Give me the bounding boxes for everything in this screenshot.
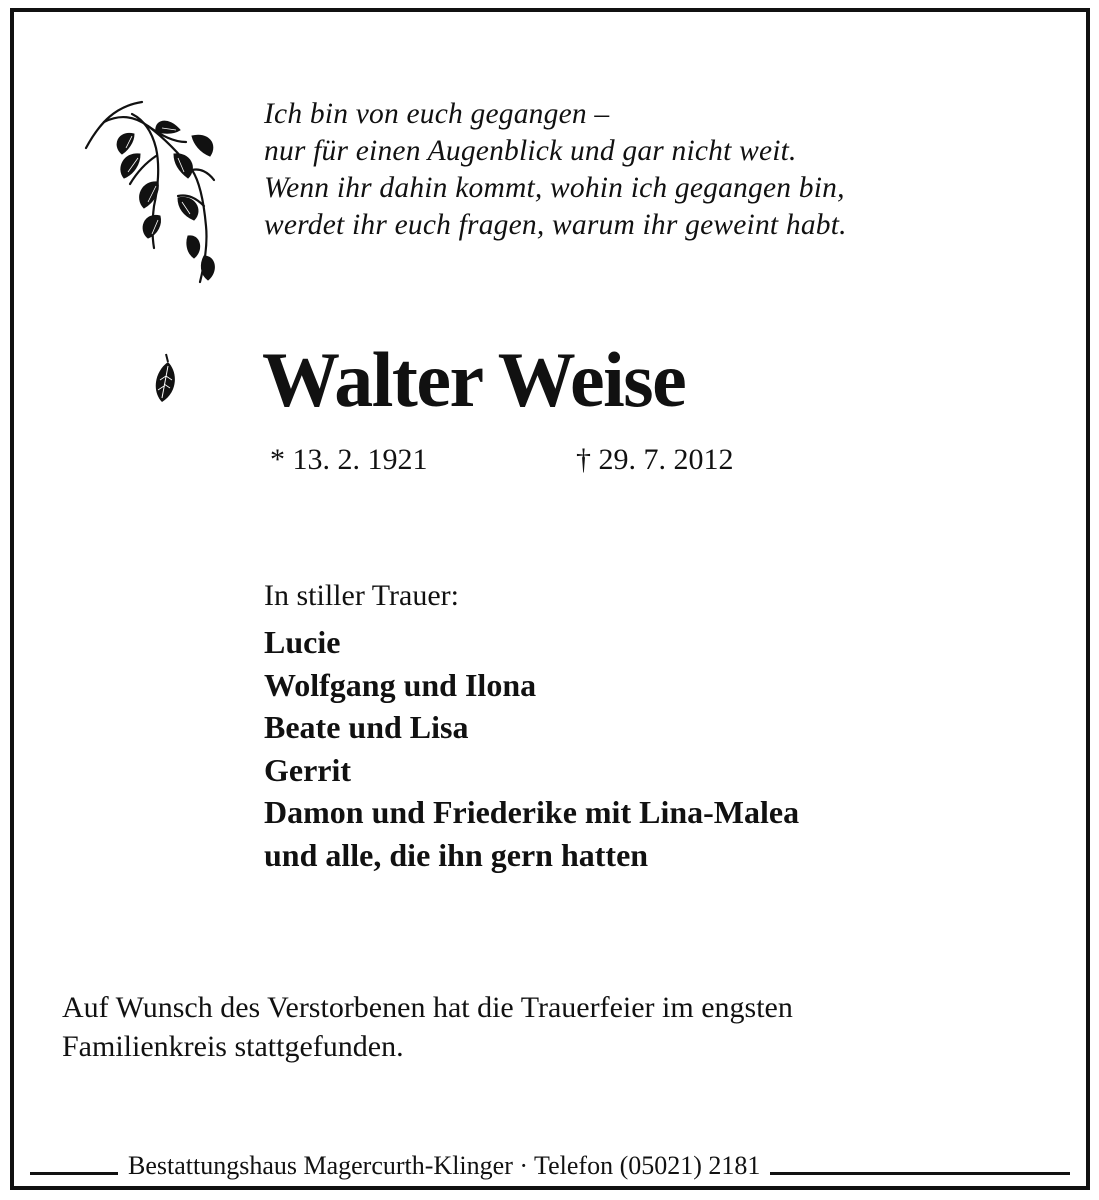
mourner-entry: Gerrit bbox=[264, 751, 352, 788]
mourners-list bbox=[264, 621, 799, 876]
mourner-entry: und alle, die ihn gern hatten bbox=[264, 836, 649, 873]
birth-date: * 13. 2. 1921 bbox=[270, 443, 428, 476]
deceased-name: Walter Weise bbox=[262, 336, 686, 423]
poem-line: nur für einen Augenblick und gar nicht weit. bbox=[264, 135, 797, 167]
death-date: † 29. 7. 2012 bbox=[576, 443, 734, 476]
funeral-note-line: Familienkreis stattgefunden. bbox=[62, 1030, 404, 1063]
mourner-entry: Damon und Friederike mit Lina-Malea bbox=[264, 794, 800, 830]
funeral-home-footer: Bestattungshaus Magercurth-Klinger · Telefon (05021) 2181 bbox=[118, 1150, 770, 1182]
poem-line: werdet ihr euch fragen, warum ihr geweint habt. bbox=[264, 209, 847, 241]
birch-branch-icon bbox=[82, 96, 222, 296]
funeral-note bbox=[62, 988, 793, 1066]
poem-line: Wenn ihr dahin kommt, wohin ich gegangen bin, bbox=[264, 172, 845, 204]
mourner-entry: Beate und Lisa bbox=[264, 709, 469, 745]
leaf-icon bbox=[148, 352, 180, 406]
funeral-note-line: Auf Wunsch des Verstorbenen hat die Trauerfeier im engsten bbox=[62, 991, 793, 1024]
mourning-heading: In stiller Trauer: bbox=[264, 579, 459, 612]
mourner-entry: Lucie bbox=[264, 624, 341, 660]
poem bbox=[264, 96, 847, 244]
poem-line: Ich bin von euch gegangen – bbox=[264, 98, 610, 130]
mourner-entry: Wolfgang und Ilona bbox=[264, 666, 537, 703]
